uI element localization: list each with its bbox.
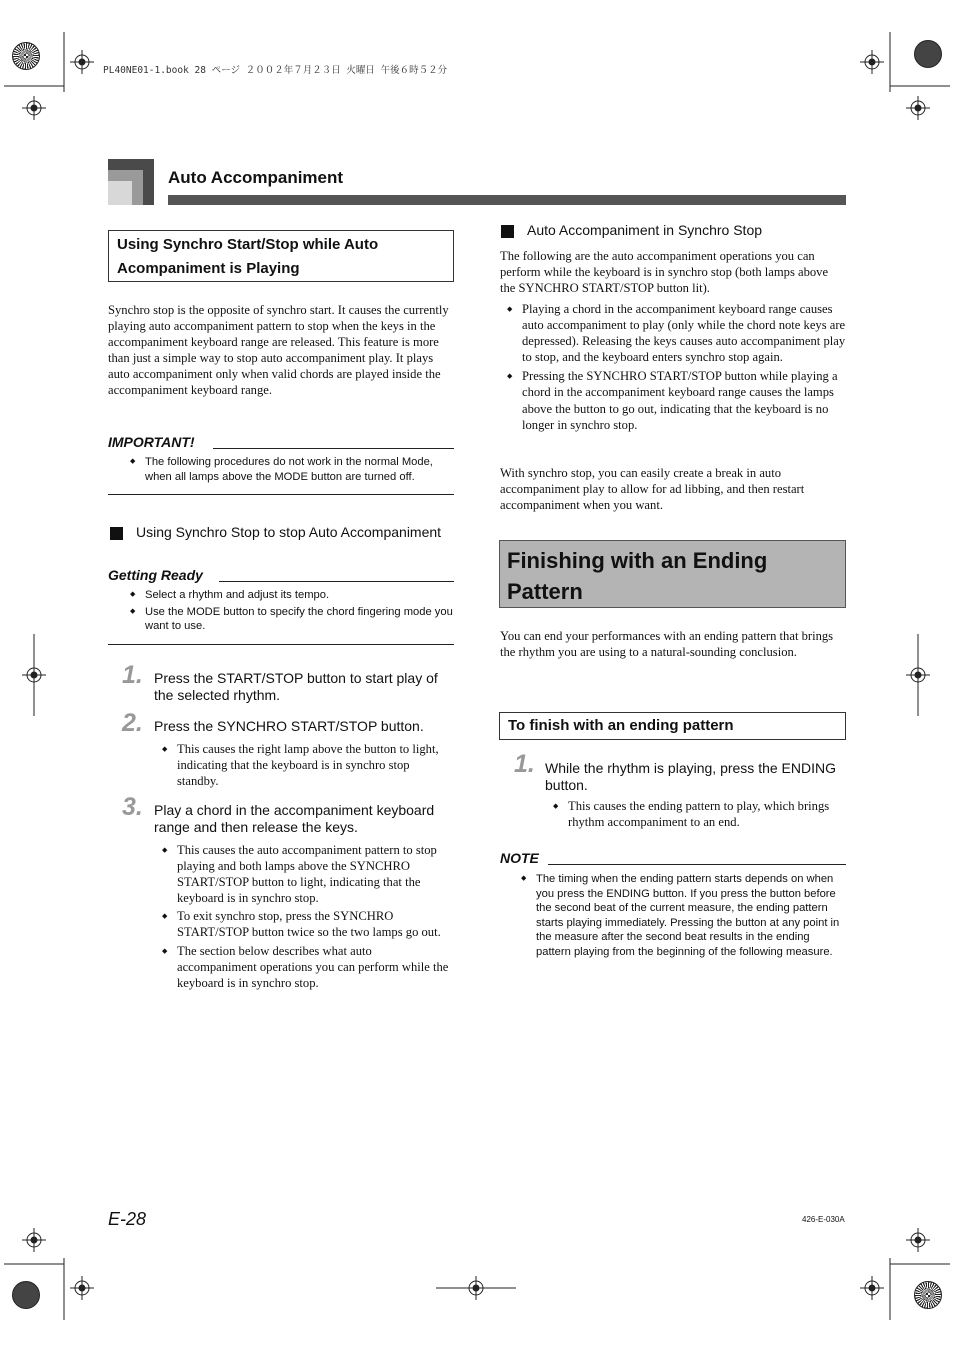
list-item: ◆ Pressing the SYNCHRO START/STOP button while playing a chord in the accompaniment keyboard range causes the lamps above the button to go out, indicating that the keyboard is no longer in synchro stop. <box>505 368 846 432</box>
list-item: ◆ The following procedures do not work in the normal Mode, when all lamps above the MODE button are turned off. <box>128 455 454 484</box>
step-text: Press the SYNCHRO START/STOP button. <box>154 718 424 734</box>
color-wheel-icon <box>12 42 40 70</box>
page-header-title: Auto Accompaniment <box>168 168 344 187</box>
square-bullet-icon <box>110 527 123 540</box>
print-meta-line: PL40NE01-1.book 28 ページ ２００２年７月２３日 火曜日 午後６時５２分 <box>103 65 448 76</box>
step-number: 3. <box>122 793 143 821</box>
section-heading-box: Finishing with an Ending Pattern <box>499 540 846 608</box>
step-text: While the rhythm is playing, press the ENDING button. <box>545 760 836 793</box>
step-bullets <box>160 842 454 991</box>
divider <box>108 494 454 495</box>
header-decoration <box>108 181 132 205</box>
getting-ready-rule <box>219 581 454 582</box>
note-rule <box>548 864 846 865</box>
procedure-title-box: To finish with an ending pattern <box>499 712 846 740</box>
header-bar <box>168 195 846 205</box>
right-outro-paragraph: With synchro stop, you can easily create a break in auto accompaniment play to allow for ad libbing, and then restart accompaniment when you want. <box>500 466 805 513</box>
right-subhead: Auto Accompaniment in Synchro Stop <box>527 222 763 238</box>
list-item: ◆ The section below describes what auto accompaniment operations you can perform while the keyboard is in synchro stop. <box>160 943 454 991</box>
getting-ready-label: Getting Ready <box>108 567 203 583</box>
list-item: ◆ Playing a chord in the accompaniment keyboard range causes auto accompaniment to play (only while the chord note keys are depressed). Releasing the keys causes auto accompaniment play to stop, and the keyboard enters synchro stop again. <box>505 301 846 365</box>
list-item: ◆ The timing when the ending pattern starts depends on when you press the ENDING button. If you press the button before the second beat of the current measure, the ending pattern starts playing immediately. Pressing the button at any point in the measure after the second beat results in the ending pattern playing from the beginning of the following measure. <box>519 872 846 960</box>
list-item: ◆ Use the MODE button to specify the chord fingering mode you want to use. <box>128 605 454 634</box>
list-item: ◆ This causes the auto accompaniment pattern to stop playing and both lamps above the SYNCHRO START/STOP button to light, indicating that the keyboard is in synchro stop. <box>160 842 454 906</box>
list-item: ◆ To exit synchro stop, press the SYNCHRO START/STOP button twice so the two lamps go out. <box>160 908 454 940</box>
step-text: Press the START/STOP button to start play of the selected rhythm. <box>154 670 438 703</box>
color-wheel-icon <box>914 40 942 68</box>
important-rule <box>213 448 454 449</box>
getting-ready-list <box>128 588 454 634</box>
note-label: NOTE <box>500 850 539 866</box>
step-text: Play a chord in the accompaniment keyboard range and then release the keys. <box>154 802 435 835</box>
section-title-box: Using Synchro Start/Stop while Auto Acompaniment is Playing <box>108 230 454 282</box>
page-number: E-28 <box>108 1209 147 1229</box>
left-intro-paragraph: Synchro stop is the opposite of synchro start. It causes the currently playing auto accompaniment pattern to stop when the keys in the accompaniment keyboard range are released. This feature is more than just a simple way to stop auto accompaniment play. It plays auto accompaniment only when valid chords are played inside the accompaniment keyboard range. <box>108 303 449 398</box>
step-bullets <box>551 798 846 830</box>
note-list <box>519 872 846 960</box>
step-number: 2. <box>122 709 143 737</box>
important-label: IMPORTANT! <box>108 434 195 450</box>
color-wheel-icon <box>914 1281 942 1309</box>
ending-intro-paragraph: You can end your performances with an ending pattern that brings the rhythm you are using to a natural-sounding conclusion. <box>500 629 834 660</box>
right-intro-paragraph: The following are the auto accompaniment operations you can perform while the keyboard is in synchro stop (both lamps above the SYNCHRO START/STOP button lit). <box>500 249 829 296</box>
color-wheel-icon <box>12 1281 40 1309</box>
list-item: ◆ This causes the ending pattern to play, which brings rhythm accompaniment to an end. <box>551 798 846 830</box>
important-list <box>128 455 454 484</box>
left-subhead: Using Synchro Stop to stop Auto Accompaniment <box>136 524 442 540</box>
step-number: 1. <box>514 750 535 778</box>
step-bullets <box>160 741 454 789</box>
step-number: 1. <box>122 661 143 689</box>
list-item: ◆ Select a rhythm and adjust its tempo. <box>128 588 454 603</box>
right-list <box>505 301 846 433</box>
divider <box>108 644 454 645</box>
square-bullet-icon <box>501 225 514 238</box>
list-item: ◆ This causes the right lamp above the button to light, indicating that the keyboard is in synchro stop standby. <box>160 741 454 789</box>
document-code: 426-E-030A <box>802 1215 845 1224</box>
